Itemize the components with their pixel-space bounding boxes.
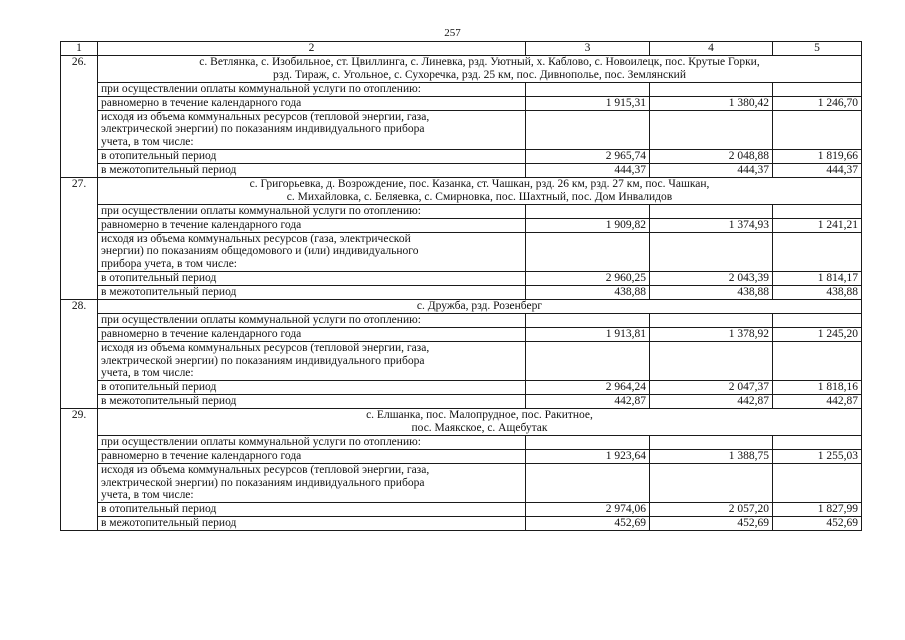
volume-label-line: электрической энергии) по показаниям индивидуального прибора	[101, 354, 425, 367]
heating-label-row	[61, 435, 862, 449]
heating-period-label: в отопительный период	[98, 503, 526, 517]
volume-basis-label	[98, 110, 526, 149]
section-place-line: рзд. Тираж, с. Угольное, с. Сухоречка, рзд. 25 км, пос. Дивнополье, пос. Землянский	[273, 68, 686, 81]
uniform-label: равномерно в течение календарного года	[98, 327, 526, 341]
heating-period-label: в отопительный период	[98, 381, 526, 395]
section-number: 26.	[61, 56, 98, 178]
empty-cell	[526, 204, 650, 218]
heating-period-row	[61, 381, 862, 395]
interheating-period-value-col5: 442,87	[773, 395, 862, 409]
section-place-line: с. Елшанка, пос. Малопрудное, пос. Ракитное,	[366, 409, 593, 422]
uniform-label: равномерно в течение календарного года	[98, 96, 526, 110]
volume-label-row	[61, 463, 862, 502]
interheating-period-value-col5: 444,37	[773, 163, 862, 177]
volume-label-row	[61, 232, 862, 271]
empty-cell	[526, 82, 650, 96]
interheating-period-label: в межотопительный период	[98, 517, 526, 531]
empty-cell	[773, 341, 862, 380]
empty-cell	[773, 110, 862, 149]
heating-period-value-col3: 2 965,74	[526, 149, 650, 163]
heating-period-value-col4: 2 057,20	[650, 503, 773, 517]
empty-cell	[650, 232, 773, 271]
empty-cell	[526, 232, 650, 271]
section-place-line: с. Ветлянка, с. Изобильное, ст. Цвиллинга, с. Линевка, рзд. Уютный, х. Каблово, с. Новоилецк, пос. Крутые Горки,	[199, 56, 760, 68]
section-place-line: с. Григорьевка, д. Возрождение, пос. Казанка, ст. Чашкан, рзд. 26 км, рзд. 27 км, пос. Чашкан,	[249, 177, 710, 190]
section-place-line: пос. Маякское, с. Ащебутак	[411, 421, 548, 434]
uniform-value-col4: 1 380,42	[650, 96, 773, 110]
volume-label-row	[61, 110, 862, 149]
volume-label-line: энергии) по показаниям общедомового и (или) индивидуального	[101, 245, 419, 258]
heating-payment-label: при осуществлении оплаты коммунальной услуги по отоплению:	[98, 204, 526, 218]
column-header-1: 1	[61, 42, 98, 56]
empty-cell	[650, 435, 773, 449]
empty-cell	[650, 82, 773, 96]
uniform-value-col4: 1 378,92	[650, 327, 773, 341]
volume-basis-label	[98, 463, 526, 502]
interheating-period-label: в межотопительный период	[98, 163, 526, 177]
heating-payment-label: при осуществлении оплаты коммунальной услуги по отоплению:	[98, 82, 526, 96]
interheating-period-row	[61, 163, 862, 177]
empty-cell	[526, 341, 650, 380]
section-places	[98, 56, 862, 83]
empty-cell	[773, 463, 862, 502]
interheating-period-row	[61, 285, 862, 299]
heating-period-value-col4: 2 043,39	[650, 271, 773, 285]
interheating-period-value-col4: 452,69	[650, 517, 773, 531]
column-header-4: 4	[650, 42, 773, 56]
heating-payment-label: при осуществлении оплаты коммунальной услуги по отоплению:	[98, 313, 526, 327]
empty-cell	[773, 82, 862, 96]
heating-period-value-col5: 1 814,17	[773, 271, 862, 285]
interheating-period-value-col3: 444,37	[526, 163, 650, 177]
uniform-label: равномерно в течение календарного года	[98, 449, 526, 463]
uniform-value-col5: 1 255,03	[773, 449, 862, 463]
uniform-value-col5: 1 241,21	[773, 218, 862, 232]
interheating-period-value-col3: 438,88	[526, 285, 650, 299]
column-header-3: 3	[526, 42, 650, 56]
empty-cell	[773, 313, 862, 327]
heating-label-row	[61, 82, 862, 96]
heating-period-label: в отопительный период	[98, 149, 526, 163]
uniform-value-col5: 1 246,70	[773, 96, 862, 110]
interheating-period-row	[61, 517, 862, 531]
uniform-row	[61, 96, 862, 110]
heating-label-row	[61, 313, 862, 327]
heating-period-value-col3: 2 974,06	[526, 503, 650, 517]
section-row-28	[61, 299, 862, 313]
interheating-period-label: в межотопительный период	[98, 395, 526, 409]
heating-period-row	[61, 503, 862, 517]
section-number: 28.	[61, 299, 98, 408]
volume-label-line: исходя из объема коммунальных ресурсов (газа, электрической	[101, 232, 411, 245]
heating-period-value-col3: 2 960,25	[526, 271, 650, 285]
heating-payment-label: при осуществлении оплаты коммунальной услуги по отоплению:	[98, 435, 526, 449]
volume-label-line: исходя из объема коммунальных ресурсов (тепловой энергии, газа,	[101, 341, 430, 354]
section-number: 29.	[61, 409, 98, 531]
uniform-value-col3: 1 913,81	[526, 327, 650, 341]
empty-cell	[773, 435, 862, 449]
interheating-period-value-col4: 442,87	[650, 395, 773, 409]
uniform-row	[61, 327, 862, 341]
uniform-value-col4: 1 374,93	[650, 218, 773, 232]
volume-label-row	[61, 341, 862, 380]
volume-basis-label	[98, 341, 526, 380]
empty-cell	[650, 313, 773, 327]
heating-label-row	[61, 204, 862, 218]
interheating-period-value-col4: 444,37	[650, 163, 773, 177]
volume-label-line: исходя из объема коммунальных ресурсов (тепловой энергии, газа,	[101, 463, 430, 476]
heating-period-value-col4: 2 048,88	[650, 149, 773, 163]
column-header-2: 2	[98, 42, 526, 56]
volume-label-line: учета, в том числе:	[101, 136, 194, 149]
heating-period-value-col3: 2 964,24	[526, 381, 650, 395]
empty-cell	[650, 341, 773, 380]
empty-cell	[526, 463, 650, 502]
empty-cell	[526, 435, 650, 449]
page-number: 257	[444, 27, 461, 39]
volume-label-line: исходя из объема коммунальных ресурсов (тепловой энергии, газа,	[101, 110, 430, 123]
uniform-value-col3: 1 909,82	[526, 218, 650, 232]
heating-period-row	[61, 271, 862, 285]
volume-label-line: электрической энергии) по показаниям индивидуального прибора	[101, 476, 425, 489]
section-row-29	[61, 409, 862, 436]
uniform-value-col3: 1 923,64	[526, 449, 650, 463]
interheating-period-row	[61, 395, 862, 409]
interheating-period-value-col3: 442,87	[526, 395, 650, 409]
heating-period-value-col4: 2 047,37	[650, 381, 773, 395]
uniform-value-col4: 1 388,75	[650, 449, 773, 463]
uniform-row	[61, 218, 862, 232]
uniform-label: равномерно в течение календарного года	[98, 218, 526, 232]
section-row-26	[61, 56, 862, 83]
section-places	[98, 409, 862, 436]
section-place-line: с. Дружба, рзд. Розенберг	[416, 299, 543, 312]
section-number: 27.	[61, 177, 98, 299]
interheating-period-value-col5: 452,69	[773, 517, 862, 531]
interheating-period-value-col3: 452,69	[526, 517, 650, 531]
tariff-table	[60, 41, 862, 531]
volume-label-line: прибора учета, в том числе:	[101, 258, 237, 271]
interheating-period-value-col5: 438,88	[773, 285, 862, 299]
section-place-line: с. Михайловка, с. Беляевка, с. Смирновка, пос. Шахтный, пос. Дом Инвалидов	[286, 190, 673, 203]
volume-label-line: учета, в том числе:	[101, 367, 194, 380]
section-places	[98, 177, 862, 204]
empty-cell	[526, 313, 650, 327]
column-number-row	[61, 42, 862, 56]
empty-cell	[650, 463, 773, 502]
heating-period-value-col5: 1 827,99	[773, 503, 862, 517]
volume-basis-label	[98, 232, 526, 271]
uniform-row	[61, 449, 862, 463]
interheating-period-label: в межотопительный период	[98, 285, 526, 299]
heating-period-row	[61, 149, 862, 163]
empty-cell	[773, 232, 862, 271]
heating-period-value-col5: 1 819,66	[773, 149, 862, 163]
volume-label-line: учета, в том числе:	[101, 489, 194, 502]
uniform-value-col5: 1 245,20	[773, 327, 862, 341]
heating-period-value-col5: 1 818,16	[773, 381, 862, 395]
empty-cell	[650, 204, 773, 218]
empty-cell	[650, 110, 773, 149]
section-places	[98, 299, 862, 313]
volume-label-line: электрической энергии) по показаниям индивидуального прибора	[101, 123, 425, 136]
heating-period-label: в отопительный период	[98, 271, 526, 285]
empty-cell	[526, 110, 650, 149]
tariff-body	[61, 56, 862, 531]
section-row-27	[61, 177, 862, 204]
uniform-value-col3: 1 915,31	[526, 96, 650, 110]
interheating-period-value-col4: 438,88	[650, 285, 773, 299]
empty-cell	[773, 204, 862, 218]
column-header-5: 5	[773, 42, 862, 56]
